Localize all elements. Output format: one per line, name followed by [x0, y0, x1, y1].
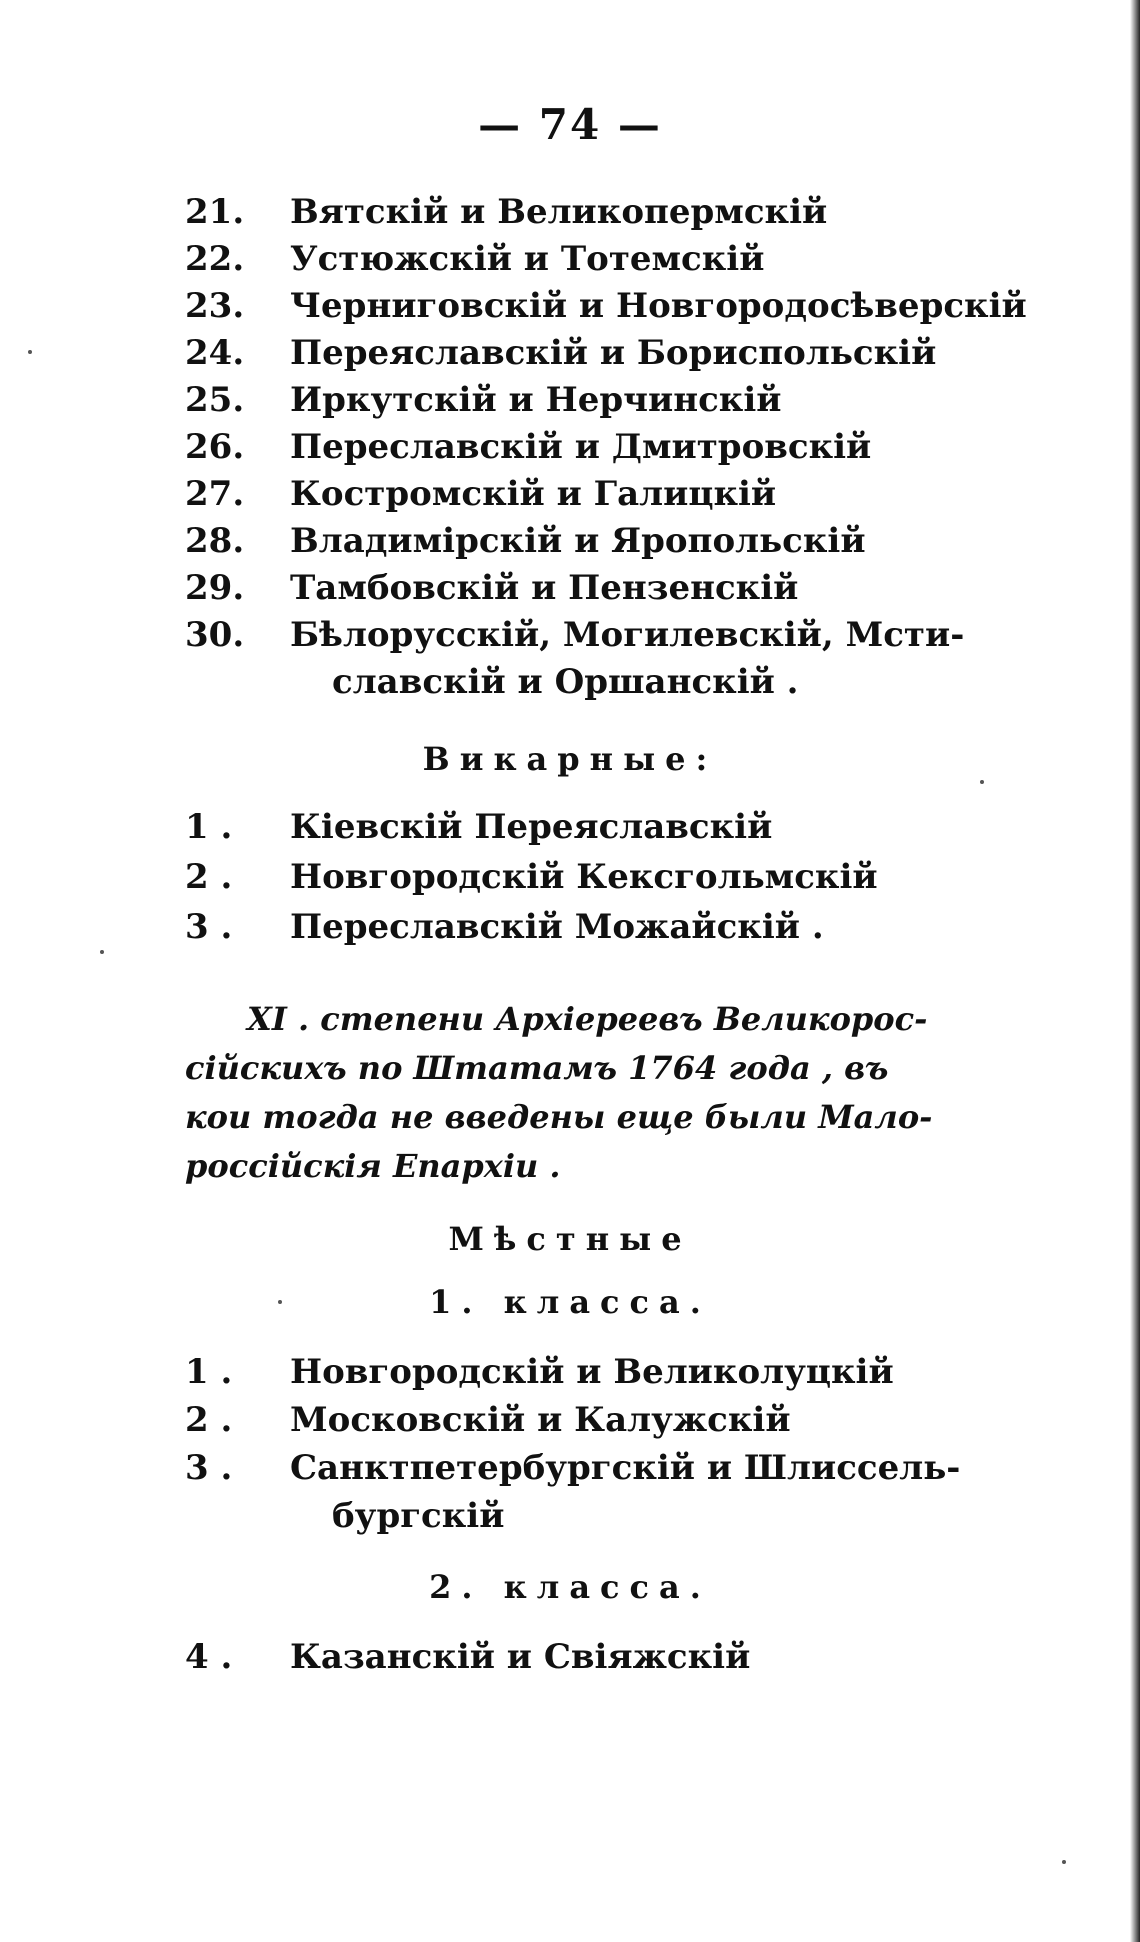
list-item-name: Кіевскій Переяславскій	[290, 807, 773, 847]
list-item-name: Костромскій и Галицкій	[290, 474, 777, 514]
list-item-number: 30.	[185, 615, 245, 655]
list-item-continuation: славскій и Оршанскій .	[332, 662, 799, 702]
list-item-number: 4 .	[185, 1637, 233, 1677]
list-item-number: 24.	[185, 333, 245, 373]
section-paragraph	[185, 995, 1085, 1191]
list-item-number: 21.	[185, 192, 245, 232]
page-number: — 74 —	[478, 100, 662, 149]
paragraph-line: сійскихъ по Штатамъ 1764 года , въ	[185, 1049, 889, 1087]
list-item-name: Московскій и Калужскій	[290, 1400, 791, 1440]
list-item-number: 29.	[185, 568, 245, 608]
list-item-name: Санктпетербургскій и Шлиссель-	[290, 1448, 961, 1488]
list-item-name: Тамбовскій и Пензенскій	[290, 568, 799, 608]
class2-heading: 2. класса.	[429, 1568, 711, 1606]
scan-speck	[980, 780, 984, 784]
list-item-continuation: бургскій	[332, 1496, 505, 1536]
paragraph-line: XI . степени Архіереевъ Великорос-	[247, 1000, 928, 1038]
paragraph-line: россійскія Епархіи .	[185, 1147, 561, 1185]
list-item-number: 27.	[185, 474, 245, 514]
scan-speck	[1062, 1860, 1066, 1864]
list-item-number: 1 .	[185, 807, 233, 847]
list-item-number: 3 .	[185, 907, 233, 947]
list-item-name: Переславскій и Дмитровскій	[290, 427, 872, 467]
local-heading: Мѣстные	[448, 1220, 692, 1258]
page-edge-shadow	[1130, 0, 1140, 1942]
list-item-name: Владимірскій и Яропольскій	[290, 521, 866, 561]
list-item-number: 1 .	[185, 1352, 233, 1392]
list-item-number: 2 .	[185, 857, 233, 897]
list-item-number: 23.	[185, 286, 245, 326]
scan-speck	[28, 350, 32, 354]
list-item-name: Черниговскій и Новгородосѣверскій	[290, 286, 1027, 326]
vicar-heading: Викарные:	[422, 740, 718, 778]
list-item-number: 3 .	[185, 1448, 233, 1488]
scan-speck	[100, 950, 104, 954]
list-item-name: Казанскій и Свіяжскій	[290, 1637, 751, 1677]
list-item-name: Новгородскій Кексгольмскій	[290, 857, 878, 897]
list-item-name: Переславскій Можайскій .	[290, 907, 824, 947]
scan-speck	[278, 1300, 282, 1304]
list-item-name: Переяславскій и Бориспольскій	[290, 333, 937, 373]
list-item-name: Новгородскій и Великолуцкій	[290, 1352, 894, 1392]
list-item-number: 26.	[185, 427, 245, 467]
list-item-name: Устюжскій и Тотемскій	[290, 239, 765, 279]
list-item-number: 28.	[185, 521, 245, 561]
list-item-name: Бѣлорусскій, Могилевскій, Мсти-	[290, 615, 965, 655]
list-item-number: 22.	[185, 239, 245, 279]
paragraph-line: кои тогда не введены еще были Мало-	[185, 1098, 933, 1136]
list-item-name: Вятскій и Великопермскій	[290, 192, 828, 232]
class1-heading: 1. класса.	[429, 1283, 711, 1321]
list-item-number: 2 .	[185, 1400, 233, 1440]
list-item-number: 25.	[185, 380, 245, 420]
list-item-name: Иркутскій и Нерчинскій	[290, 380, 782, 420]
